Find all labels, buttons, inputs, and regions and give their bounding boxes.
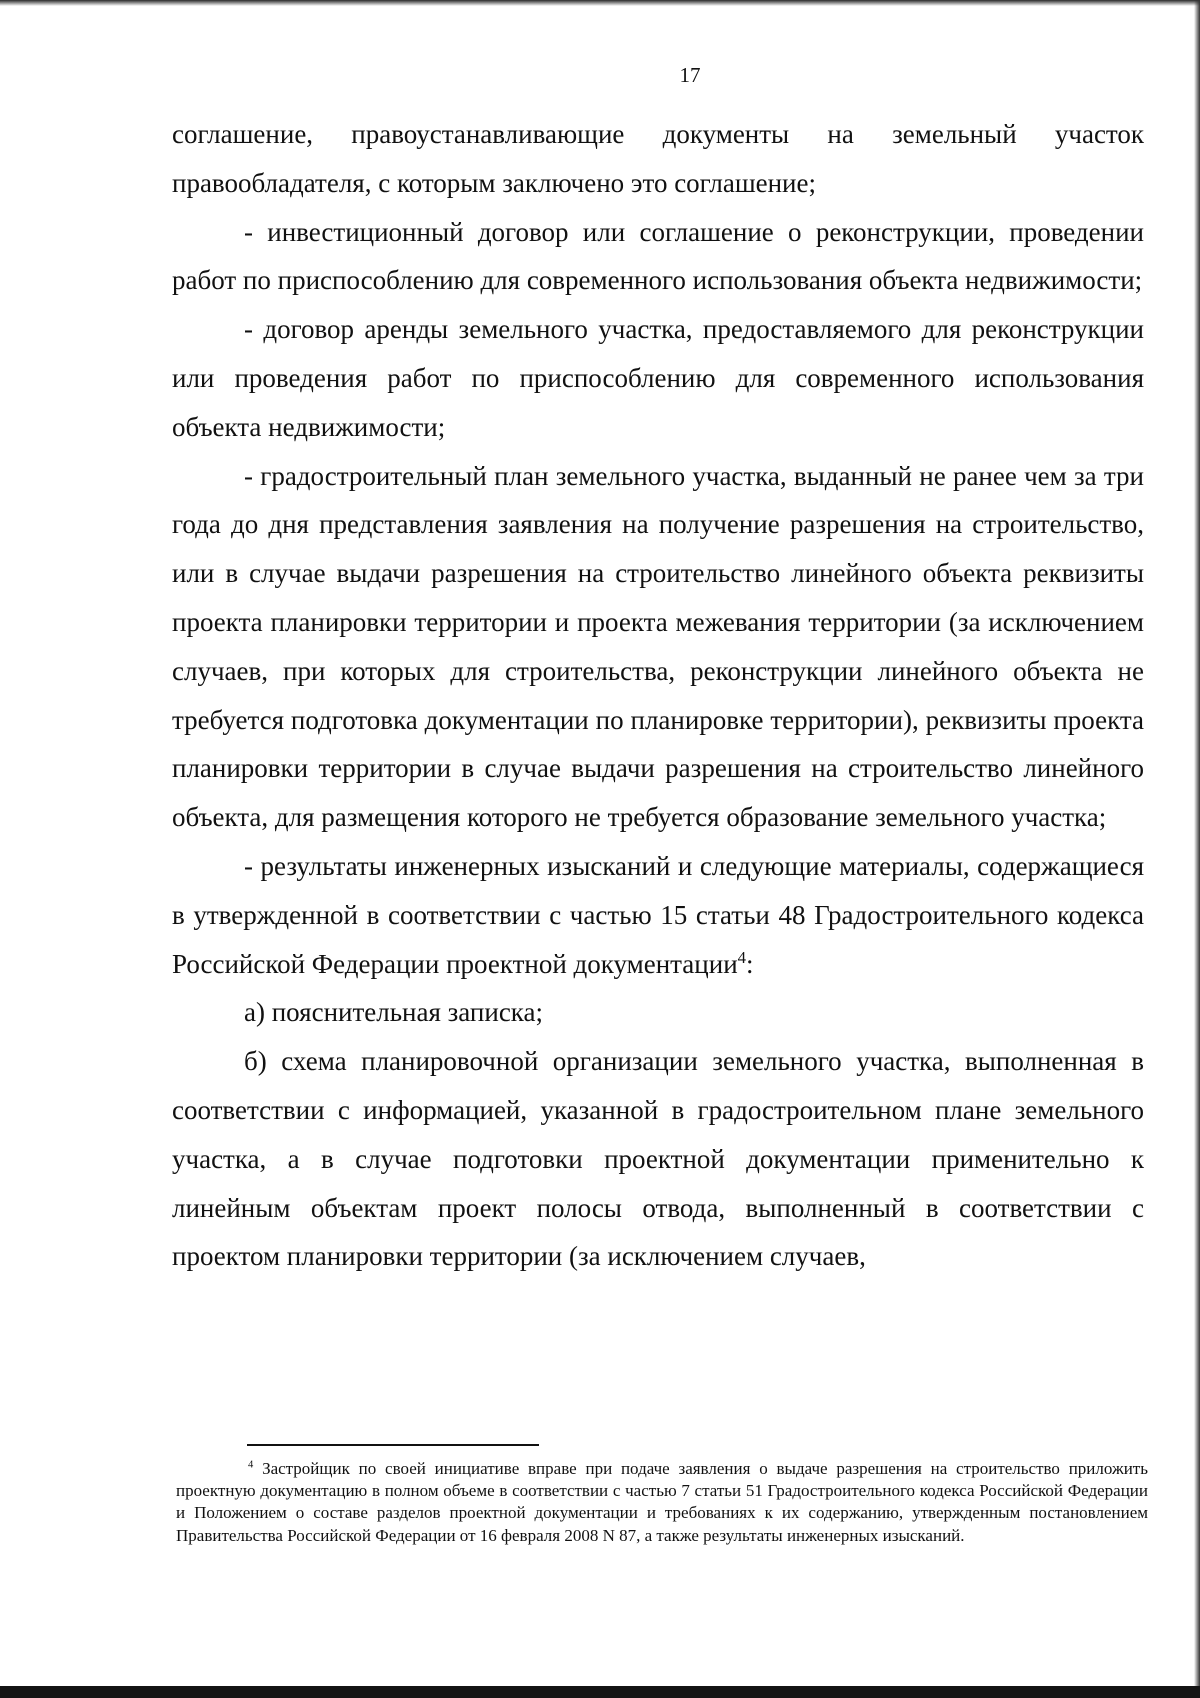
- paragraph-survey-results-end: :: [746, 948, 754, 979]
- footnote-number: 4: [248, 1459, 254, 1471]
- footnote: [176, 1458, 1148, 1547]
- scan-edge-bottom: [0, 1686, 1200, 1698]
- page-number: 17: [679, 63, 701, 87]
- footnote-reference: 4: [737, 947, 747, 967]
- paragraph-item-b: б) схема планировочной организации земельного участка, выполненная в соответствии с информацией, указанной в градостроительном плане земельного участка, а в случае подготовки проектной документации применительно к линейным объектам проект полосы отвода, выполненный в соответствии с проектом планировки территории (за исключением случаев,: [172, 1046, 1144, 1272]
- paragraph-item-a: а) пояснительная записка;: [244, 997, 544, 1028]
- paragraph-investment-agreement: - инвестиционный договор или соглашение о реконструкции, проведении работ по приспособлению для современного использования объекта недвижимости;: [172, 216, 1144, 296]
- footnote-text: Застройщик по своей инициативе вправе при подаче заявления о выдаче разрешения на строительство приложить проектную документацию в полном объеме в соответствии с частью 7 статьи 51 Градостроительного кодекса Российской Федерации и Положением о составе разделов проектной документации и требованиях к их содержанию, утвержденным постановлением Правительства Российской Федерации от 16 февраля 2008 N 87, а также результаты инженерных изысканий.: [176, 1459, 1148, 1545]
- scan-edge-top: [0, 0, 1200, 6]
- paragraph-urban-plan: - градостроительный план земельного участка, выданный не ранее чем за три года до дня представления заявления на получение разрешения на строительство, или в случае выдачи разрешения на строительство линейного объекта реквизиты проекта планировки территории и проекта межевания территории (за исключением случаев, при которых для строительства, реконструкции линейного объекта не требуется подготовка документации по планировке территории), реквизиты проекта планировки территории в случае выдачи разрешения на строительство линейного объекта, для размещения которого не требуется образование земельного участка;: [172, 460, 1144, 833]
- footnote-separator: [247, 1444, 539, 1446]
- body-text: [172, 110, 1144, 1281]
- scan-edge-right: [1194, 0, 1200, 1698]
- paragraph-continuation: соглашение, правоустанавливающие документы на земельный участок правообладателя, с которым заключено это соглашение;: [172, 119, 1144, 198]
- paragraph-survey-results: [172, 842, 1144, 988]
- paragraph-lease-agreement: - договор аренды земельного участка, предоставляемого для реконструкции или проведения работ по приспособлению для современного использования объекта недвижимости;: [172, 314, 1144, 442]
- paragraph-survey-results-text: - результаты инженерных изысканий и следующие материалы, содержащиеся в утвержденной в соответствии с частью 15 статьи 48 Градостроительного кодекса Российской Федерации проектной документации: [172, 850, 1144, 979]
